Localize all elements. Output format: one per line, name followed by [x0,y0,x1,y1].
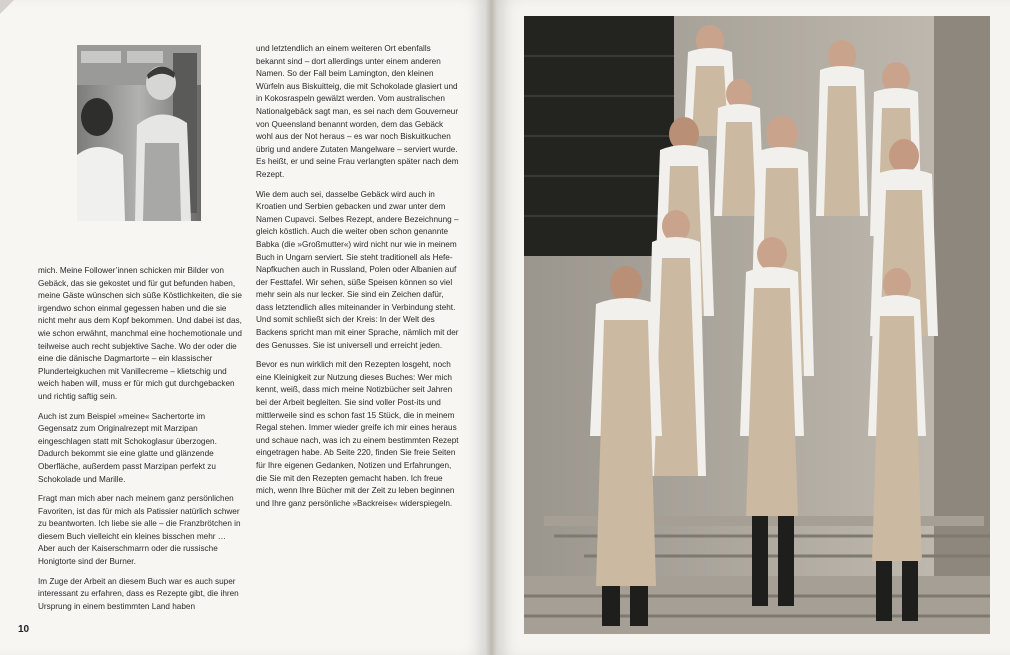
team-photo [524,16,990,634]
right-paragraph-3: Bevor es nun wirklich mit den Rezepten losgeht, noch eine Kleinigkeit zur Nutzung dieses Buches: Wer mich kennt, weiß, dass mich meine Notizbücher seit Jahren bei der Arbeit begleiten. Sie sind voller Post-its und mittlerweile sind es schon fast 15 Stück, die in meinem Regal stehen. Immer wieder greife ich mir eines heraus und schaue nach, was ich zu einem bestimmten Rezept eingetragen habe. Ab Seite 220, finden Sie freie Seiten für Ihre eigenen Gedanken, Notizen und Erfahrungen, die Sie mit den Rezepten gemacht haben. Ich freue mich, wenn Ihre Bücher mit der Zeit zu leben beginnen und Ihre ganz persönliche »Backreise« widerspiegeln. [256,360,459,508]
left-paragraph-4: Im Zuge der Arbeit an diesem Buch war es auch super interessant zu erfahren, dass es Rezepte gibt, die ihren Ursprung in einem bestimmten Land haben [38,576,239,611]
left-text-column [38,265,242,620]
team-photo-graphic [524,16,990,634]
book-gutter [486,0,497,655]
kitchen-photo [77,45,201,221]
right-paragraph-1: und letztendlich an einem weiteren Ort ebenfalls bekannt sind – dort allerdings unter einem anderen Namen. So der Fall beim Lamington, den kleinen Würfeln aus Biskuitteig, die mit Schokolade glasiert und in Kokosraspeln gewälzt werden. Vom australischen Nationalgebäck sagt man, es sei nach dem Gouverneur von Queensland benannt worden, dem das Gebäck wohl aus der Not heraus – es war noch Biskuitkuchen übrig und andere Zutaten Mangelware – serviert wurde. Es heißt, er und seine Frau verlangten später nach dem Rezept. [256,44,459,179]
page-number: 10 [18,624,30,635]
page-corner-fold [0,0,14,14]
kitchen-photo-graphic [77,45,201,221]
left-paragraph-2: Auch ist zum Beispiel »meine« Sachertorte im Gegensatz zum Originalrezept mit Marzipan eingeschlagen statt mit Schokoglasur überzogen. Dadurch bekommt sie eine glatte und glänzende Oberfläche, außerdem passt Marzipan perfekt zu Schokolade und Marille. [38,411,217,484]
right-text-column [256,43,460,517]
right-paragraph-2: Wie dem auch sei, dasselbe Gebäck wird auch in Kroatien und Serbien gebacken und zwar unter dem Namen Cupavci. Selbes Rezept, andere Bezeichnung – gleich köstlich. Auch die weiter oben schon genannte Babka (die »Großmutter«) wird nicht nur wie in meinem Buch in Ungarn serviert. Sie steht traditionell als Hefe-Napfkuchen auch in Russland, Polen oder Albanien auf der Festtafel. Wir sehen, süße Speisen können so viel mehr sein als nur lecker. Sie sind ein Zeichen dafür, dass letztendlich alles miteinander in Verbindung steht. Und somit schließt sich der Kreis: In der Welt des Backens spricht man mit einer Sprache, nämlich mit der des Genusses. Sie ist universell und erreicht jeden. [256,189,459,350]
left-paragraph-1: mich. Meine Follower’innen schicken mir Bilder von Gebäck, das sie gekostet und für gut befunden haben, meine Gäste wünschen sich süße Köstlichkeiten, die sie irgendwo schon einmal gegessen haben und die sie nicht mehr aus dem Kopf bekommen. Und dabei ist das, wie schon erwähnt, manchmal eine hochemotionale und teilweise auch recht subjektive Sache. Wo der oder die eine die dänische Dagmartorte – ein klassischer Plunderteigkuchen mit Vanillecreme – klietschig und weich haben will, muss er für mich gut durchgebacken und richtig saftig sein. [38,266,242,401]
left-paragraph-3: Fragt man mich aber nach meinem ganz persönlichen Favoriten, ist das für mich als Patissier natürlich schwer zu beantworten. Ich liebe sie alle – die Franzbrötchen in diesem Buch vielleicht ein kleines bisschen mehr … Aber auch der Kaiserschmarrn oder die russische Honigtorte sind der Burner. [38,494,241,567]
